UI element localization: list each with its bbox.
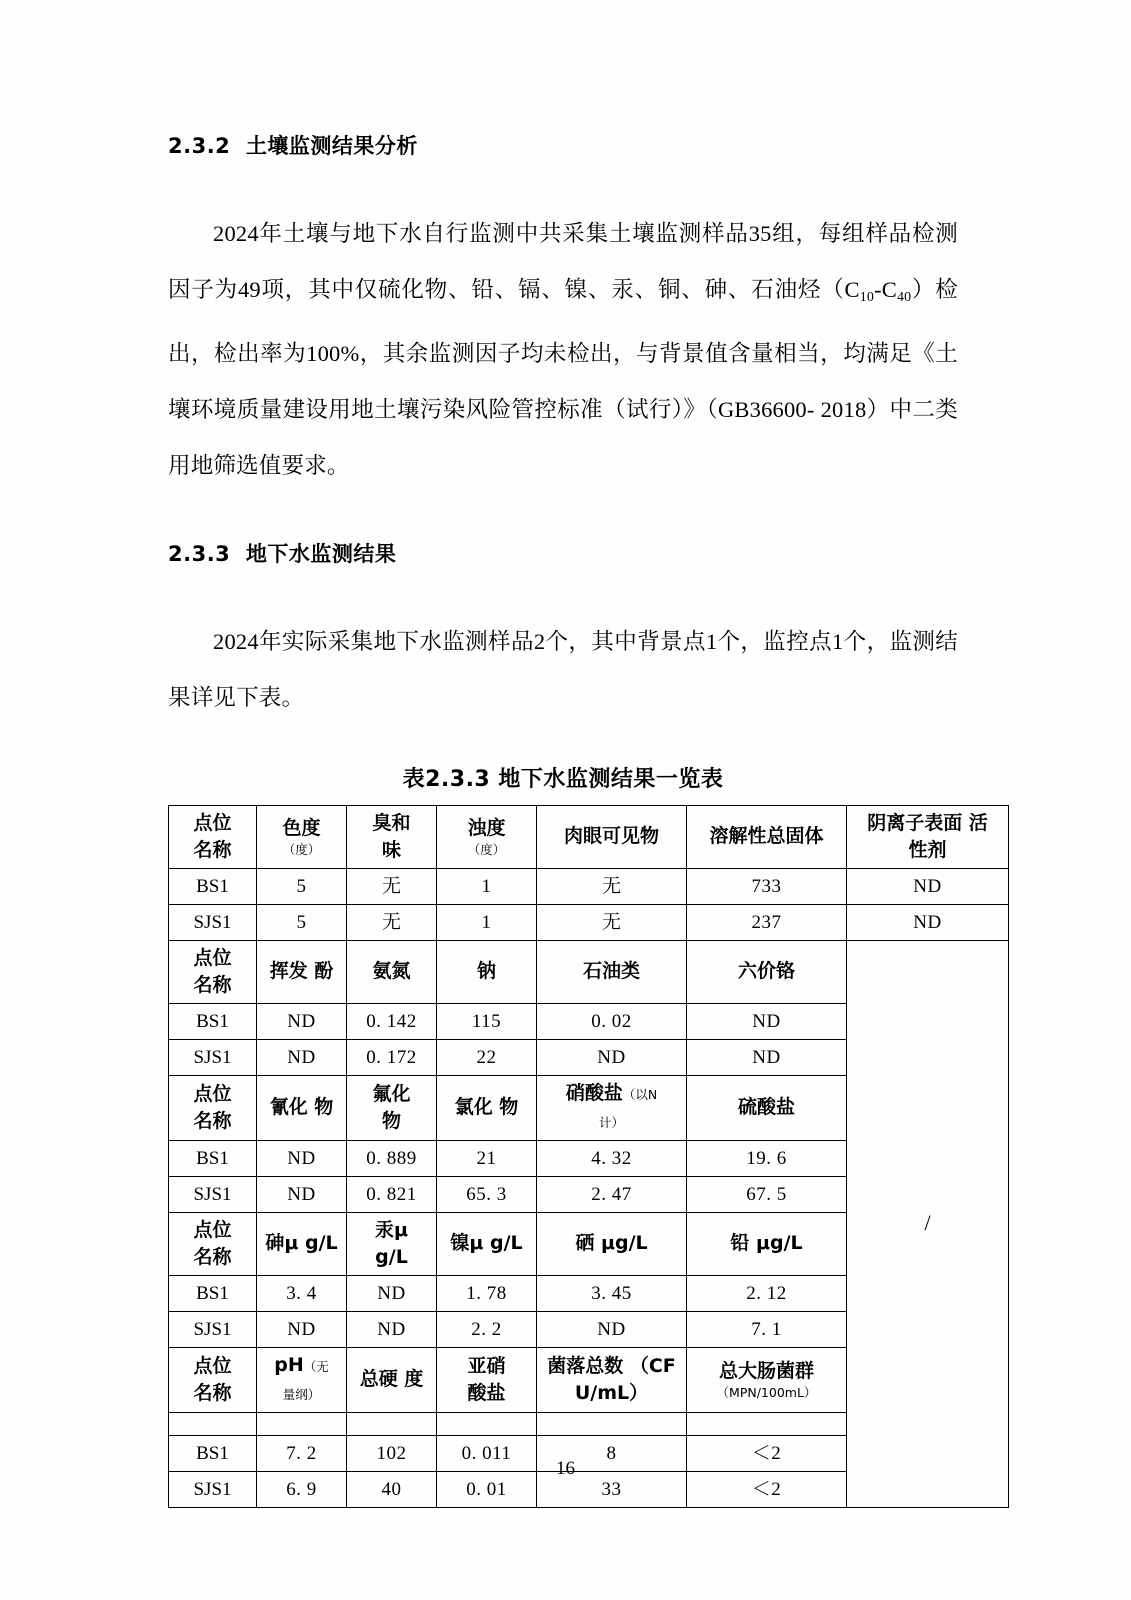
header-volatile-phenol: 挥发 酚 bbox=[257, 940, 347, 1003]
cell-nickel: 2. 2 bbox=[437, 1311, 537, 1347]
cell-fluoride: 0. 889 bbox=[347, 1140, 437, 1176]
header-ph-unit: （无 量纲） bbox=[282, 1358, 329, 1402]
header-colony-count: 菌落总数 （CF U/mL） bbox=[537, 1347, 687, 1412]
paragraph-soil-sub2: 40 bbox=[897, 289, 912, 305]
header-ph: pH（无 量纲） bbox=[257, 1347, 347, 1412]
header-visible-matter: 肉眼可见物 bbox=[537, 805, 687, 868]
cell-turbidity: 1 bbox=[437, 904, 537, 940]
page-number: 16 bbox=[556, 1458, 575, 1479]
cell-lead: 2. 12 bbox=[687, 1275, 847, 1311]
cell-colony-count: 33 bbox=[537, 1471, 687, 1507]
header-nitrate: 硝酸盐（以N 计） bbox=[537, 1075, 687, 1140]
cell-arsenic: ND bbox=[257, 1311, 347, 1347]
header-ammonia-nitrogen: 氨氮 bbox=[347, 940, 437, 1003]
cell-petroleum: ND bbox=[537, 1039, 687, 1075]
header-turbidity-unit: （度） bbox=[467, 842, 506, 858]
paragraph-soil-sub1: 10 bbox=[859, 289, 875, 305]
cell-selenium: 3. 45 bbox=[537, 1275, 687, 1311]
table-row bbox=[169, 904, 1009, 940]
header-total-coliform: 总大肠菌群 （MPN/100mL） bbox=[687, 1347, 847, 1412]
section-title-232: 土壤监测结果分析 bbox=[245, 134, 418, 158]
row-label: BS1 bbox=[169, 1140, 257, 1176]
cell-hexavalent-chromium: ND bbox=[687, 1003, 847, 1039]
merged-slash: / bbox=[924, 1210, 931, 1236]
cell-sulfate: 19. 6 bbox=[687, 1140, 847, 1176]
header-odor: 臭和 味 bbox=[347, 805, 437, 868]
header-petroleum: 石油类 bbox=[537, 940, 687, 1003]
row-label: BS1 bbox=[169, 868, 257, 904]
header-nickel: 镍μ g/L bbox=[437, 1212, 537, 1275]
table-caption: 表2.3.3 地下水监测结果一览表 bbox=[402, 766, 724, 792]
header-arsenic: 砷μ g/L bbox=[257, 1212, 347, 1275]
section-heading-232 bbox=[168, 130, 958, 160]
cell-chloride: 21 bbox=[437, 1140, 537, 1176]
cell-total-coliform: ＜2 bbox=[687, 1471, 847, 1507]
cell-nitrite: 0. 01 bbox=[437, 1471, 537, 1507]
groundwater-results-table bbox=[168, 805, 1009, 1508]
section-title-233: 地下水监测结果 bbox=[245, 541, 397, 566]
header-nitrite: 亚硝 酸盐 bbox=[437, 1347, 537, 1412]
header-point-name: 点位 名称 bbox=[169, 1075, 257, 1140]
cell-sodium: 22 bbox=[437, 1039, 537, 1075]
header-tds: 溶解性总固体 bbox=[687, 805, 847, 868]
cell-odor: 无 bbox=[347, 904, 437, 940]
cell-total-coliform: ＜2 bbox=[687, 1435, 847, 1471]
cell-nitrate: 2. 47 bbox=[537, 1176, 687, 1212]
header-chroma: 色度 （度） bbox=[257, 805, 347, 868]
cell-anionic-surfactant: ND bbox=[847, 904, 1009, 940]
header-mercury: 汞μ g/L bbox=[347, 1212, 437, 1275]
row-label: SJS1 bbox=[169, 1176, 257, 1212]
header-sulfate: 硫酸盐 bbox=[687, 1075, 847, 1140]
cell-ph: 6. 9 bbox=[257, 1471, 347, 1507]
header-nitrate-unit: （以N 计） bbox=[598, 1086, 658, 1130]
row-label: SJS1 bbox=[169, 904, 257, 940]
cell-cyanide: ND bbox=[257, 1140, 347, 1176]
header-point-name: 点位 名称 bbox=[169, 1212, 257, 1275]
cell-nickel: 1. 78 bbox=[437, 1275, 537, 1311]
cell-merged-anionic bbox=[847, 940, 1009, 1507]
cell-volatile-phenol: ND bbox=[257, 1039, 347, 1075]
cell-petroleum: 0. 02 bbox=[537, 1003, 687, 1039]
row-label: BS1 bbox=[169, 1435, 257, 1471]
cell-mercury: ND bbox=[347, 1275, 437, 1311]
paragraph-groundwater: 2024年实际采集地下水监测样品2个，其中背景点1个，监控点1个，监测结果详见下表。 bbox=[168, 628, 958, 710]
cell-odor: 无 bbox=[347, 868, 437, 904]
row-label: BS1 bbox=[169, 1003, 257, 1039]
header-chroma-unit: （度） bbox=[282, 842, 321, 858]
cell-tds: 237 bbox=[687, 904, 847, 940]
cell-arsenic: 3. 4 bbox=[257, 1275, 347, 1311]
cell-lead: 7. 1 bbox=[687, 1311, 847, 1347]
cell-mercury: ND bbox=[347, 1311, 437, 1347]
paragraph-soil-part1: 2024年土壤与地下水自行监测中共采集土壤监测样品35组，每组样品检测因子为49项，其中仅硫化物、铅、镉、镍、汞、铜、砷、石油烃（C bbox=[168, 221, 958, 302]
paragraph-soil-analysis bbox=[168, 206, 958, 494]
cell-tds: 733 bbox=[687, 868, 847, 904]
table-header-row bbox=[169, 805, 1009, 868]
section-number-233: 2.3.3 bbox=[168, 541, 231, 566]
cell-volatile-phenol: ND bbox=[257, 1003, 347, 1039]
page-content bbox=[168, 130, 988, 1508]
cell-anionic-surfactant: ND bbox=[847, 868, 1009, 904]
cell-total-hardness: 40 bbox=[347, 1471, 437, 1507]
table-header-row bbox=[169, 940, 1009, 1003]
spacer-cell bbox=[437, 1412, 537, 1435]
cell-ph: 7. 2 bbox=[257, 1435, 347, 1471]
cell-visible-matter: 无 bbox=[537, 868, 687, 904]
cell-chroma: 5 bbox=[257, 904, 347, 940]
table-row bbox=[169, 868, 1009, 904]
header-chloride: 氯化 物 bbox=[437, 1075, 537, 1140]
spacer-cell bbox=[347, 1412, 437, 1435]
row-label: SJS1 bbox=[169, 1039, 257, 1075]
cell-total-hardness: 102 bbox=[347, 1435, 437, 1471]
header-point-name: 点位 名称 bbox=[169, 805, 257, 868]
row-label: BS1 bbox=[169, 1275, 257, 1311]
spacer-cell bbox=[169, 1412, 257, 1435]
row-label: SJS1 bbox=[169, 1471, 257, 1507]
cell-selenium: ND bbox=[537, 1311, 687, 1347]
header-fluoride: 氟化 物 bbox=[347, 1075, 437, 1140]
section-number-232: 2.3.2 bbox=[168, 134, 231, 158]
header-turbidity: 浊度 （度） bbox=[437, 805, 537, 868]
paragraph-soil-mid1: -C bbox=[874, 277, 897, 302]
cell-turbidity: 1 bbox=[437, 868, 537, 904]
header-cyanide: 氰化 物 bbox=[257, 1075, 347, 1140]
header-total-hardness: 总硬 度 bbox=[347, 1347, 437, 1412]
header-point-name: 点位 名称 bbox=[169, 940, 257, 1003]
cell-ammonia-nitrogen: 0. 172 bbox=[347, 1039, 437, 1075]
cell-visible-matter: 无 bbox=[537, 904, 687, 940]
cell-colony-count: 8 bbox=[537, 1435, 687, 1471]
cell-cyanide: ND bbox=[257, 1176, 347, 1212]
header-total-coliform-unit: （MPN/100mL） bbox=[716, 1385, 817, 1401]
row-label: SJS1 bbox=[169, 1311, 257, 1347]
section-heading-233 bbox=[168, 538, 958, 568]
cell-fluoride: 0. 821 bbox=[347, 1176, 437, 1212]
cell-sulfate: 67. 5 bbox=[687, 1176, 847, 1212]
header-lead: 铅 μg/L bbox=[687, 1212, 847, 1275]
cell-nitrite: 0. 011 bbox=[437, 1435, 537, 1471]
cell-nitrate: 4. 32 bbox=[537, 1140, 687, 1176]
cell-ammonia-nitrogen: 0. 142 bbox=[347, 1003, 437, 1039]
header-selenium: 硒 μg/L bbox=[537, 1212, 687, 1275]
cell-chroma: 5 bbox=[257, 868, 347, 904]
header-sodium: 钠 bbox=[437, 940, 537, 1003]
spacer-cell bbox=[257, 1412, 347, 1435]
header-hexavalent-chromium: 六价铬 bbox=[687, 940, 847, 1003]
spacer-cell bbox=[687, 1412, 847, 1435]
paragraph-soil-part2: ）检出，检出率为100%，其余监测因子均未检出，与背景值含量相当，均满足《土壤环境质量建设用地土壤污染风险管控标准（试行）》（GB36600- 2018）中二类用地筛选值要求。 bbox=[168, 277, 958, 478]
spacer-cell bbox=[537, 1412, 687, 1435]
cell-hexavalent-chromium: ND bbox=[687, 1039, 847, 1075]
header-point-name: 点位 名称 bbox=[169, 1347, 257, 1412]
cell-sodium: 115 bbox=[437, 1003, 537, 1039]
cell-chloride: 65. 3 bbox=[437, 1176, 537, 1212]
header-anionic-surfactant: 阴离子表面 活 性剂 bbox=[847, 805, 1009, 868]
